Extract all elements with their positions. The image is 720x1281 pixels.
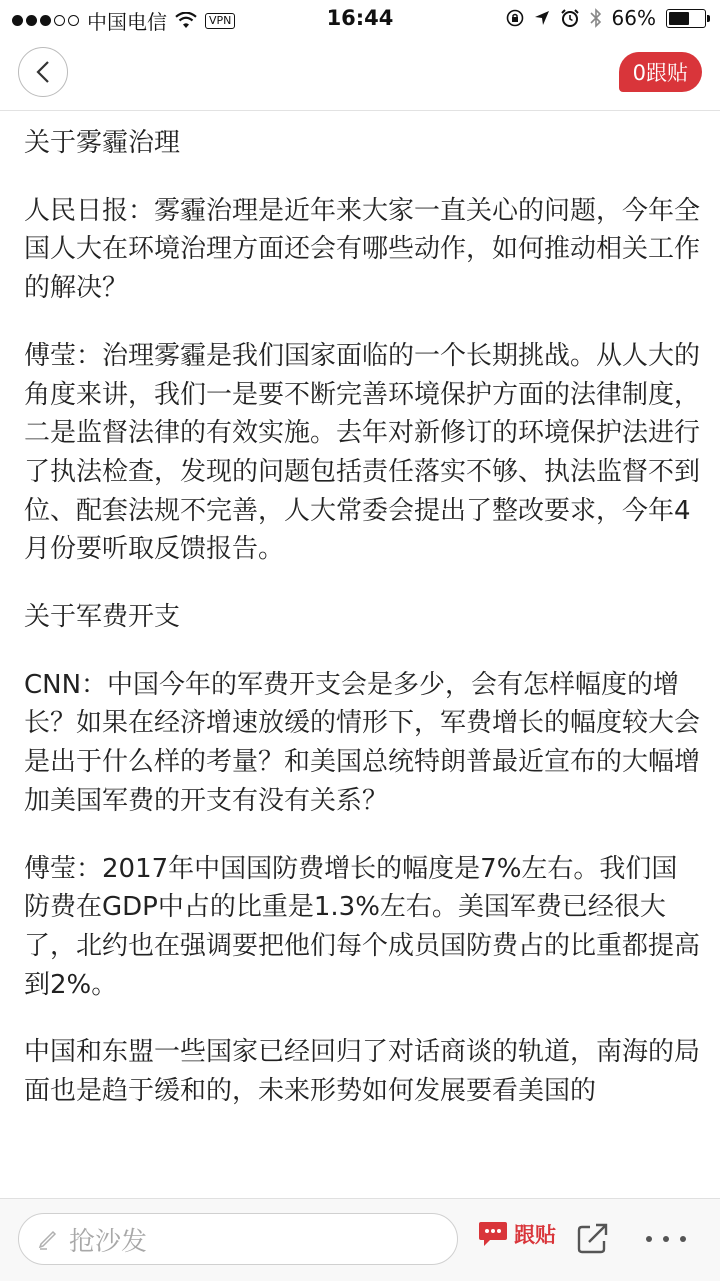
- comment-placeholder: 抢沙发: [69, 1226, 148, 1257]
- article-paragraph: CNN：中国今年的军费开支会是多少，会有怎样幅度的增长？如果在经济增速放缓的情形下，军费增长的幅度较大会是出于什么样的考量？和美国总统特朗普最近宣布的大幅增加美国军费的开支有没有关系？: [24, 669, 700, 816]
- carrier-name: 中国电信: [87, 10, 167, 34]
- more-dots-icon: [646, 1236, 652, 1242]
- alarm-icon: [560, 8, 580, 28]
- back-button[interactable]: [18, 47, 68, 97]
- section-heading: 关于雾霾治理: [24, 128, 181, 158]
- status-time: 16:44: [326, 6, 394, 30]
- location-icon: [534, 10, 550, 26]
- article-paragraph: 傅莹：治理雾霾是我们国家面临的一个长期挑战。从人大的角度来讲，我们一是要不断完善环境保护方面的法律制度，二是监督法律的有效实施。去年对新修订的环境保护法进行了执法检查，发现的问题包括责任落实不够、执法监督不到位、配套法规不完善，人大常委会提出了整改要求，今年4月份要听取反馈报告。: [24, 340, 700, 565]
- vpn-badge: VPN: [205, 13, 235, 29]
- bottom-toolbar: [0, 1198, 720, 1281]
- article-body: [24, 124, 700, 1198]
- comment-input[interactable]: [18, 1213, 458, 1265]
- article-paragraph: 傅莹：2017年中国国防费增长的幅度是7%左右。我们国防费在GDP中占的比重是1.3%左右。美国军费已经很大了，北约也在强调要把他们每个成员国防费占的比重都提高到2%。: [24, 853, 700, 1000]
- nav-bar: [0, 36, 720, 111]
- article-paragraph: 中国和东盟一些国家已经回归了对话商谈的轨道，南海的局面也是趋于缓和的，未来形势如何发展要看美国的: [24, 1037, 700, 1107]
- follow-count-button[interactable]: 0跟贴: [619, 52, 702, 92]
- battery-percent: 66%: [611, 6, 656, 30]
- share-icon: [576, 1221, 610, 1255]
- rotation-lock-icon: [506, 9, 524, 27]
- chevron-left-icon: [36, 60, 50, 84]
- pencil-icon: [37, 1228, 59, 1250]
- status-bar: [0, 0, 720, 36]
- bluetooth-icon: [590, 8, 602, 28]
- comment-bubble-icon: [478, 1221, 508, 1247]
- section-heading: 关于军费开支: [24, 602, 181, 633]
- article-paragraph: 人民日报：雾霾治理是近年来大家一直关心的问题，今年全国人大在环境治理方面还会有哪些动作，如何推动相关工作的解决？: [24, 195, 700, 304]
- follow-post-label: 跟贴: [514, 1223, 556, 1247]
- battery-icon: [666, 9, 706, 28]
- follow-post-button[interactable]: [478, 1219, 556, 1249]
- share-button[interactable]: [576, 1221, 610, 1259]
- more-options-button[interactable]: [646, 1221, 686, 1257]
